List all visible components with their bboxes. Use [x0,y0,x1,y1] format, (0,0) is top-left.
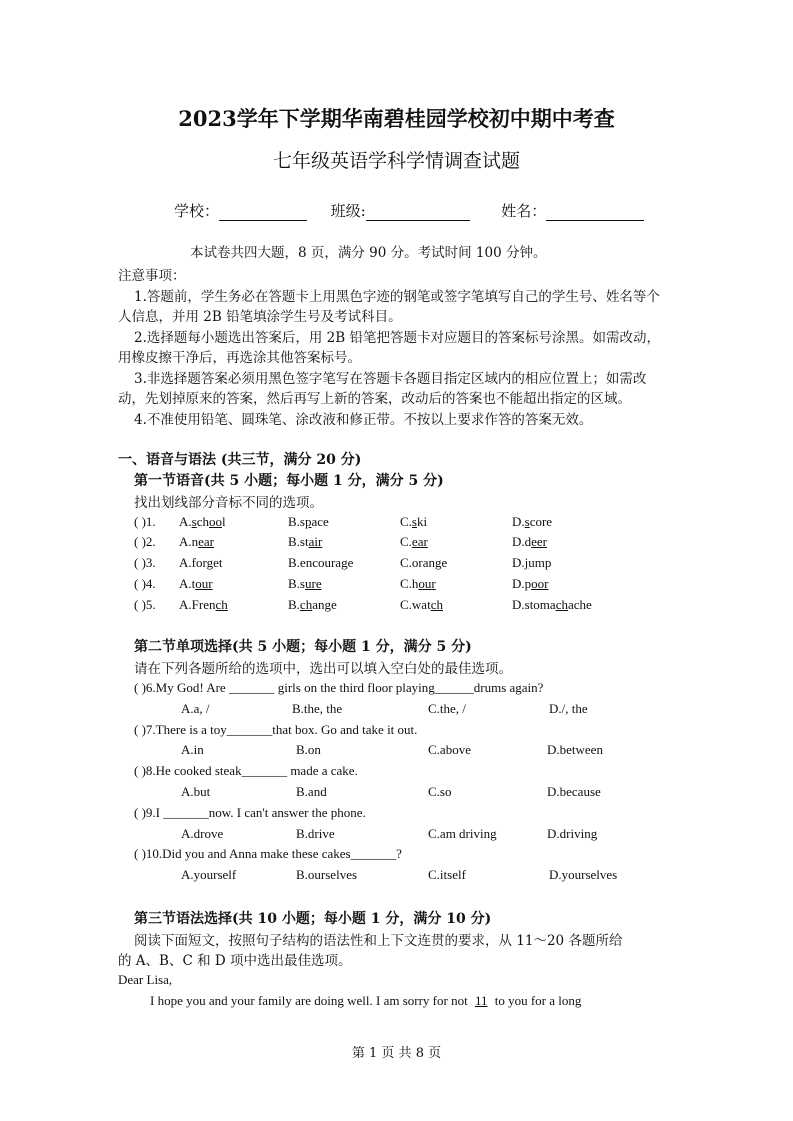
option-a: A.drove [181,826,224,841]
note-line: 用橡皮擦干净后，再选涂其他答案标号。 [118,350,361,366]
option-d: D./, the [549,701,588,716]
option-a: A.but [181,784,211,799]
class-label: 班级: [330,202,366,220]
note-line: 人信息，并用 2B 铅笔填涂学生号及考试科目。 [118,309,402,325]
section2-heading: 第二节单项选择(共 5 小题；每小题 1 分，满分 5 分) [134,639,472,655]
question-stem: ( )6.My God! Are _______ girls on the third floor playing______drums again? [134,680,544,695]
section2-instruction: 请在下列各题所给的选项中，选出可以填入空白处的最佳选项。 [134,661,512,677]
section1-instruction: 找出划线部分音标不同的选项。 [134,495,323,511]
question-number: ( )3. [134,555,156,570]
question-number: ( )5. [134,597,156,612]
option-b: B.stair [288,534,323,549]
part1-heading: 一、语音与语法 (共三节，满分 20 分) [118,452,362,468]
school-label: 学校： [174,202,220,220]
letter-greeting: Dear Lisa, [118,972,173,987]
note-line: 3.非选择题答案必须用黑色签字笔写在答题卡各题目指定区域内的相应位置上；如需改 [134,371,647,387]
exam-info: 本试卷共四大题，8 页，满分 90 分。考试时间 100 分钟。 [190,245,547,261]
option-c: C.ear [400,534,428,549]
question-stem: ( )10.Did you and Anna make these cakes_______? [134,846,402,861]
option-d: D.between [547,742,603,757]
question-stem: ( )7.There is a toy_______that box. Go and take it out. [134,722,418,737]
page-footer: 第 1 页 共 8 页 [351,1046,442,1061]
note-line: 4.不准使用铅笔、圆珠笔、涂改液和修正带。不按以上要求作答的答案无效。 [134,412,593,428]
option-a: A.French [179,597,228,612]
option-d: D.driving [547,826,598,841]
name-blank [546,206,644,221]
option-c: C.itself [428,867,466,882]
school-blank [219,206,307,221]
option-d: D.stomachache [512,597,592,612]
blank-11: 11 [474,993,488,1008]
option-c: C.orange [400,555,448,570]
option-a: A.forget [179,555,223,570]
exam-subtitle: 七年级英语学科学情调查试题 [272,150,520,172]
question-number: ( )1. [134,514,156,529]
option-c: C.above [428,742,471,757]
note-line: 2.选择题每小题选出答案后，用 2B 铅笔把答题卡对应题目的答案标号涂黑。如需改动， [134,330,660,346]
option-a: A.in [181,742,204,757]
section3-instruction: 阅读下面短文，按照句子结构的语法性和上下文连贯的要求，从 11～20 各题所给 [134,933,623,949]
option-c: C.watch [400,597,443,612]
option-a: A.a, / [181,701,210,716]
option-b: B.the, the [292,701,343,716]
option-d: D.poor [512,576,549,591]
option-d: D.deer [512,534,548,549]
option-c: C.ski [400,514,428,529]
option-b: B.drive [296,826,335,841]
section3-instruction: 的 A、B、C 和 D 项中选出最佳选项。 [118,953,352,969]
option-d: D.score [512,514,553,529]
option-d: D.jump [512,555,552,570]
option-c: C.so [428,784,452,799]
name-label: 姓名： [501,202,547,220]
option-a: A.tour [179,576,213,591]
section3-heading: 第三节语法选择(共 10 小题；每小题 1 分，满分 10 分) [134,911,492,927]
option-a: A.school [179,514,226,529]
option-b: B.on [296,742,321,757]
option-d: D.yourselves [549,867,618,882]
option-c: C.the, / [428,701,466,716]
passage-line: I hope you and your family are doing well. I am sorry for not 11 to you for a long [150,993,582,1008]
option-c: C.hour [400,576,436,591]
note-line: 1.答题前，学生务必在答题卡上用黑色字迹的钢笔或签字笔填写自己的学生号、姓名等个 [134,289,660,305]
option-b: B.change [288,597,337,612]
question-number: ( )2. [134,534,156,549]
note-line: 动，先划掉原来的答案，然后再写上新的答案，改动后的答案也不能超出指定的区域。 [118,391,631,407]
option-a: A.yourself [181,867,237,882]
option-b: B.ourselves [296,867,358,882]
option-b: B.and [296,784,327,799]
section1-heading: 第一节语音(共 5 小题；每小题 1 分，满分 5 分) [134,473,444,489]
option-b: B.sure [288,576,322,591]
option-d: D.because [547,784,601,799]
option-a: A.near [179,534,215,549]
option-b: B.space [288,514,329,529]
notes-heading: 注意事项： [118,268,186,284]
class-blank [366,206,470,221]
question-stem: ( )9.I _______now. I can't answer the phone. [134,805,366,820]
option-b: B.encourage [288,555,354,570]
exam-title: 2023学年下学期华南碧桂园学校初中期中考查 [178,106,615,131]
question-stem: ( )8.He cooked steak_______ made a cake. [134,763,358,778]
student-info-line [174,200,644,221]
question-number: ( )4. [134,576,156,591]
option-c: C.am driving [428,826,497,841]
